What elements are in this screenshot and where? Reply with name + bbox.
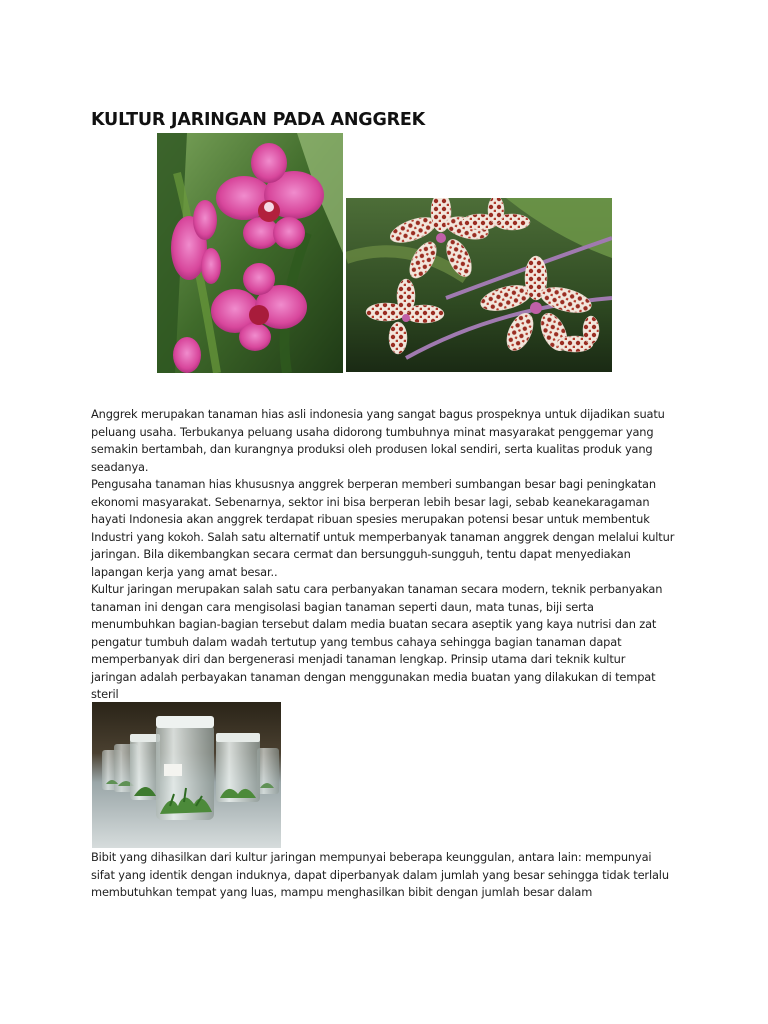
text-line: seadanya.	[91, 459, 149, 474]
text-line: menumbuhkan bagian-bagian tersebut dalam media buatan secara aseptik yang kaya nutrisi dan zat	[91, 617, 657, 631]
spotted-orchid-photo	[346, 198, 612, 372]
text-line: sifat yang identik dengan induknya, dapat diperbanyak dalam jumlah yang besar sehingga tidak terlalu	[91, 867, 669, 882]
paragraph-3	[91, 581, 691, 704]
article-body-continued	[91, 849, 691, 902]
text-line: Pengusaha tanaman hias khususnya anggrek berperan memberi sumbangan besar bagi peningkatan	[91, 477, 656, 491]
document-title: KULTUR JARINGAN PADA ANGGREK	[91, 110, 426, 130]
text-line: steril	[91, 687, 119, 701]
text-line: jaringan adalah perbayakan tanaman dengan menggunakan media buatan yang dilakukan di tempat	[91, 669, 656, 684]
text-line: pengatur tumbuh dalam wadah tertutup yang tembus cahaya sehingga bagian tanaman dapat	[91, 634, 622, 649]
paragraph-1	[91, 406, 691, 476]
text-line: memperbanyak diri dan bergenerasi menjadi tanaman lengkap. Prinsip utama dari teknik kultur	[91, 652, 626, 666]
text-line: semakin bertambah, dan kurangnya produksi oleh produsen lokal sendiri, serta kualitas produk yang	[91, 442, 653, 456]
text-line: hayati Indonesia akan anggrek terdapat ribuan spesies merupakan potensi besar untuk membentuk	[91, 512, 650, 526]
text-line: Anggrek merupakan tanaman hias asli indonesia yang sangat bagus prospeknya untuk dijadikan suatu	[91, 407, 665, 421]
text-line: Industri yang kokoh. Salah satu alternatif untuk memperbanyak tanaman anggrek dengan melalui kultur	[91, 529, 675, 544]
text-line: tanaman ini dengan cara mengisolasi bagian tanaman seperti daun, mata tunas, biji serta	[91, 599, 594, 614]
tissue-culture-jars-photo	[92, 702, 281, 848]
text-line: lapangan kerja yang amat besar..	[91, 564, 278, 579]
pink-orchid-photo	[157, 133, 343, 373]
text-line: ekonomi masyarakat. Sebenarnya, sektor ini bisa berperan lebih besar lagi, sebab keanekaragaman	[91, 494, 650, 509]
text-line: jaringan. Bila dikembangkan secara cermat dan bersungguh-sungguh, tentu dapat menyediakan	[91, 547, 631, 561]
paragraph-4	[91, 849, 691, 902]
text-line: peluang usaha. Terbukanya peluang usaha didorong tumbuhnya minat masyarakat penggemar yang	[91, 424, 654, 439]
text-line: Bibit yang dihasilkan dari kultur jaringan mempunyai beberapa keunggulan, antara lain: mempunyai	[91, 850, 652, 864]
paragraph-2	[91, 476, 691, 581]
text-line: membutuhkan tempat yang luas, mampu menghasilkan bibit dengan jumlah besar dalam	[91, 885, 593, 899]
article-body	[91, 406, 691, 704]
text-line: Kultur jaringan merupakan salah satu cara perbanyakan tanaman secara modern, teknik perbanyakan	[91, 582, 663, 596]
